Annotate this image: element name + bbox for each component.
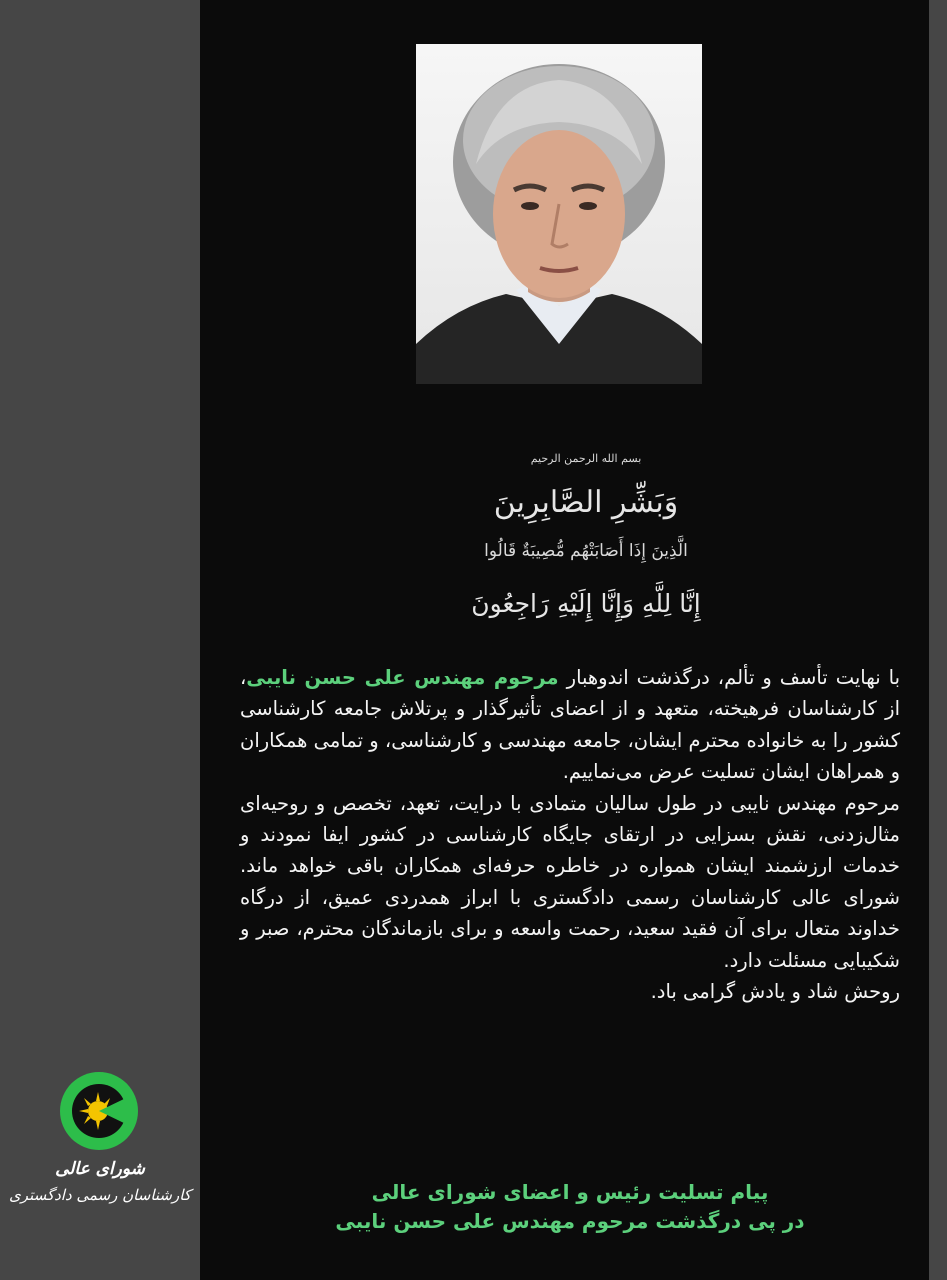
calligraphy-line-3: إِنَّا لِلَّهِ وَإِنَّا إِلَيْهِ رَاجِعُونَ	[471, 589, 701, 618]
condolence-panel	[200, 0, 929, 1280]
message-title-line-1: پیام تسلیت رئیس و اعضای شورای عالی	[371, 1180, 769, 1204]
council-logo-text	[4, 1156, 196, 1208]
closing-line: روحش شاد و یادش گرامی باد.	[650, 980, 900, 1004]
deceased-name: مرحوم مهندس علی حسن نایبی	[246, 666, 559, 689]
message-title	[240, 1178, 900, 1236]
basmala-text: بسم الله الرحمن الرحیم	[530, 452, 642, 465]
quran-calligraphy	[436, 436, 736, 646]
portrait-photo	[416, 44, 702, 384]
paragraph-1-rest: ، از کارشناسان فرهیخته، متعهد و از اعضای تأثیرگذار و پرتلاش جامعه کارشناسی کشور را به خانواده محترم ایشان، جامعه مهندسی و کارشناسی، و تمامی همکاران و همراهان ایشان تسلیت عرض می‌نماییم.	[240, 666, 900, 784]
paragraph-1	[240, 662, 900, 788]
council-logo-icon	[58, 1070, 140, 1152]
right-margin	[929, 0, 947, 1280]
message-title-line-2: در پی درگذشت مرحوم مهندس علی حسن نایبی	[335, 1209, 805, 1233]
intro-text: با نهایت تأسف و تألم، درگذشت اندوهبار	[566, 666, 901, 689]
paragraph-2: مرحوم مهندس نایبی در طول سالیان متمادی با درایت، تعهد، تخصص و روحیه‌ای مثال‌زدنی، نقش بسزایی در ارتقای جایگاه کارشناسی در کشور ایفا نمودند و خدمات ارزشمند ایشان همواره در خاطره حرفه‌ای همکاران باقی خواهد ماند. شورای عالی کارشناسان رسمی دادگستری با ابراز همدردی عمیق، از درگاه خداوند متعال برای آن فقید سعید، رحمت واسعه و برای بازماندگان محترم، صبر و شکیبایی مسئلت دارد.	[240, 791, 900, 972]
logo-subtitle: کارشناسان رسمی دادگستری	[9, 1186, 191, 1204]
condolence-body	[240, 662, 900, 1007]
calligraphy-line-2: الَّذِينَ إِذَا أَصَابَتْهُم مُّصِيبَةٌ قَالُوا	[484, 541, 688, 561]
logo-title: شورای عالی	[55, 1159, 145, 1179]
calligraphy-line-1: وَبَشِّرِ الصَّابِرِينَ	[493, 485, 679, 520]
